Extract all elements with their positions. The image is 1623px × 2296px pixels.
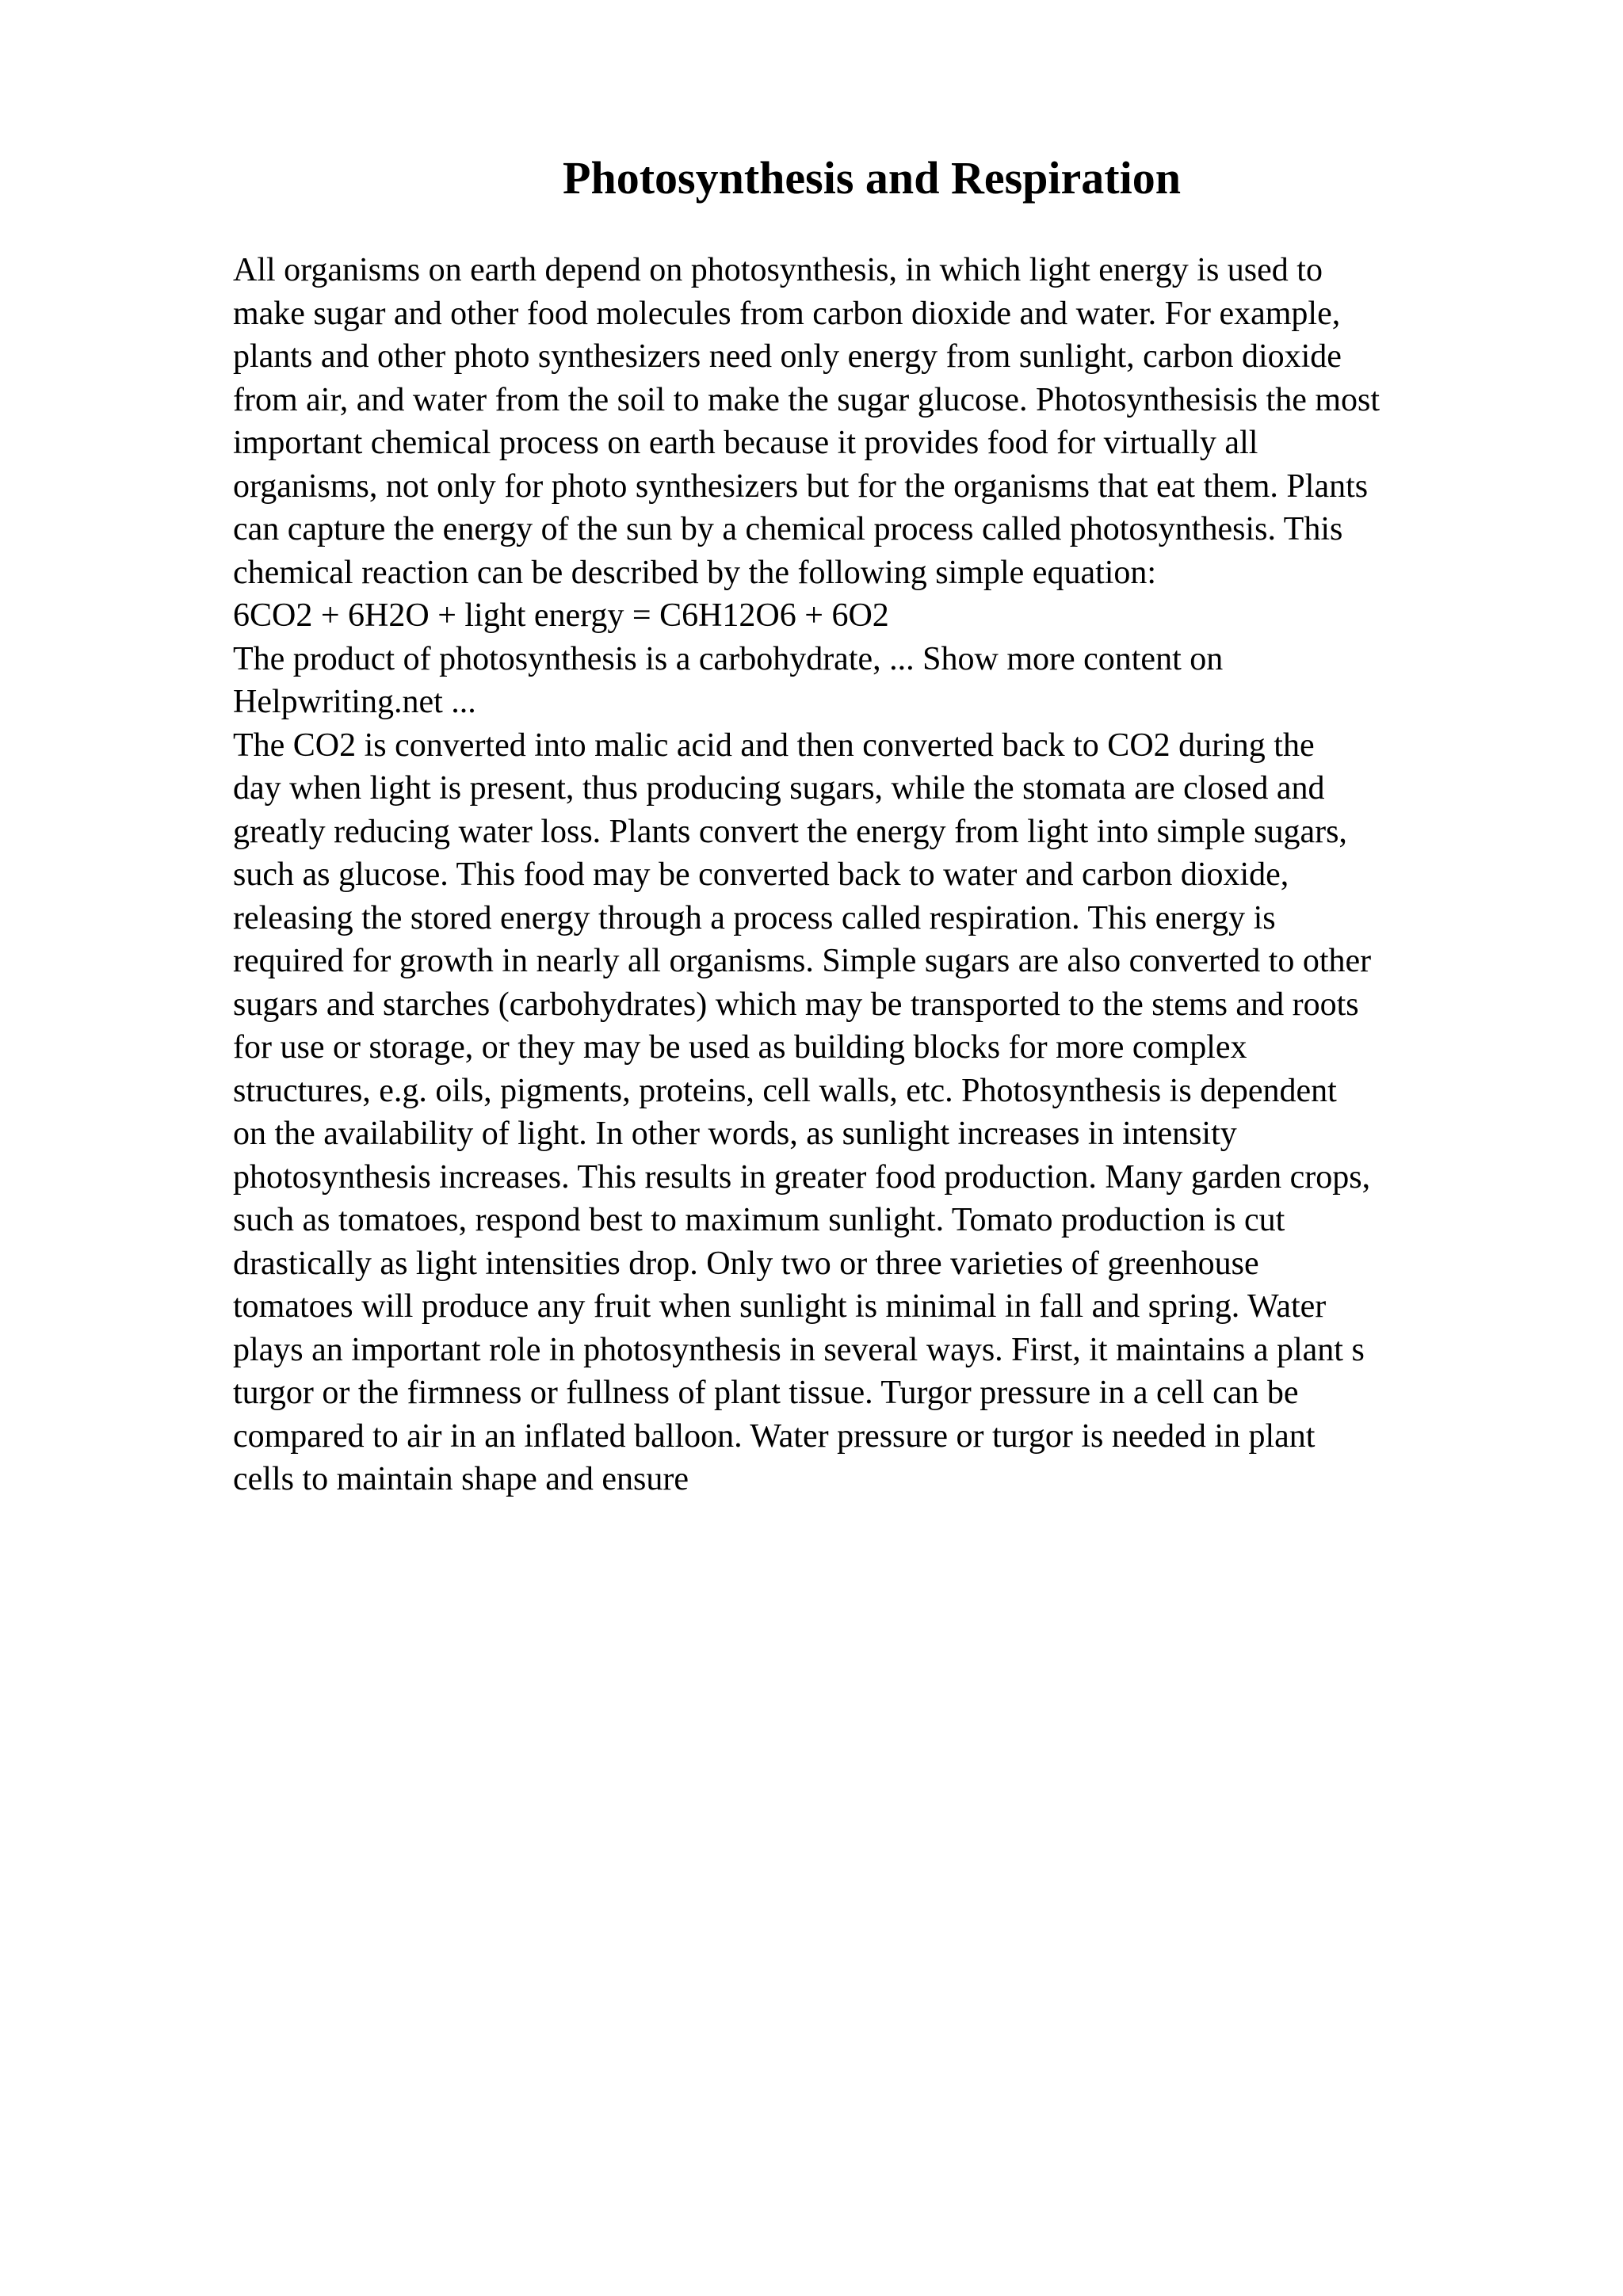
body-line: All organisms on earth depend on photosynthesis, in which light energy is used to (233, 252, 1323, 288)
body-line: drastically as light intensities drop. Only two or three varieties of greenhouse (233, 1245, 1259, 1282)
body-line: such as tomatoes, respond best to maximum sunlight. Tomato production is cut (233, 1202, 1285, 1238)
body-line: structures, e.g. oils, pigments, proteins, cell walls, etc. Photosynthesis is dependent (233, 1072, 1337, 1109)
body-line: on the availability of light. In other words, as sunlight increases in intensity (233, 1116, 1237, 1152)
body-line: such as glucose. This food may be converted back to water and carbon dioxide, (233, 856, 1289, 893)
document-body (233, 249, 1533, 1501)
body-line: Helpwriting.net ... (233, 684, 476, 720)
body-line: important chemical process on earth because it provides food for virtually all (233, 425, 1258, 461)
body-line: photosynthesis increases. This results in greater food production. Many garden crops, (233, 1158, 1371, 1196)
body-line: The CO2 is converted into malic acid and then converted back to CO2 during the (233, 727, 1315, 764)
body-line: chemical reaction can be described by the following simple equation: (233, 554, 1157, 591)
body-line: releasing the stored energy through a process called respiration. This energy is (233, 899, 1276, 936)
body-line: make sugar and other food molecules from carbon dioxide and water. For example, (233, 295, 1341, 332)
body-line: can capture the energy of the sun by a chemical process called photosynthesis. This (233, 511, 1343, 547)
body-line: organisms, not only for photo synthesizers but for the organisms that eat them. Plants (233, 467, 1369, 505)
body-line: compared to air in an inflated balloon. Water pressure or turgor is needed in plant (233, 1417, 1316, 1455)
body-line: plays an important role in photosynthesis in several ways. First, it maintains a plant s (233, 1331, 1365, 1368)
body-line: cells to maintain shape and ensure (233, 1461, 689, 1497)
body-line: The product of photosynthesis is a carbohydrate, ... Show more content on (233, 640, 1224, 677)
body-line: required for growth in nearly all organisms. Simple sugars are also converted to other (233, 943, 1372, 979)
body-line: day when light is present, thus producing sugars, while the stomata are closed and (233, 770, 1325, 807)
body-line: plants and other photo synthesizers need only energy from sunlight, carbon dioxide (233, 338, 1342, 375)
body-line: turgor or the firmness or fullness of plant tissue. Turgor pressure in a cell can be (233, 1375, 1299, 1411)
equation-line: 6CO2 + 6H2O + light energy = C6H12O6 + 6O2 (233, 597, 889, 634)
body-line: greatly reducing water loss. Plants convert the energy from light into simple sugars, (233, 813, 1347, 850)
document-title: Photosynthesis and Respiration (563, 152, 1181, 204)
body-line: for use or storage, or they may be used as building blocks for more complex (233, 1029, 1247, 1066)
body-line: from air, and water from the soil to make the sugar glucose. Photosynthesisis the most (233, 381, 1381, 418)
body-line: sugars and starches (carbohydrates) which may be transported to the stems and roots (233, 986, 1359, 1023)
body-line: tomatoes will produce any fruit when sunlight is minimal in fall and spring. Water (233, 1288, 1327, 1325)
